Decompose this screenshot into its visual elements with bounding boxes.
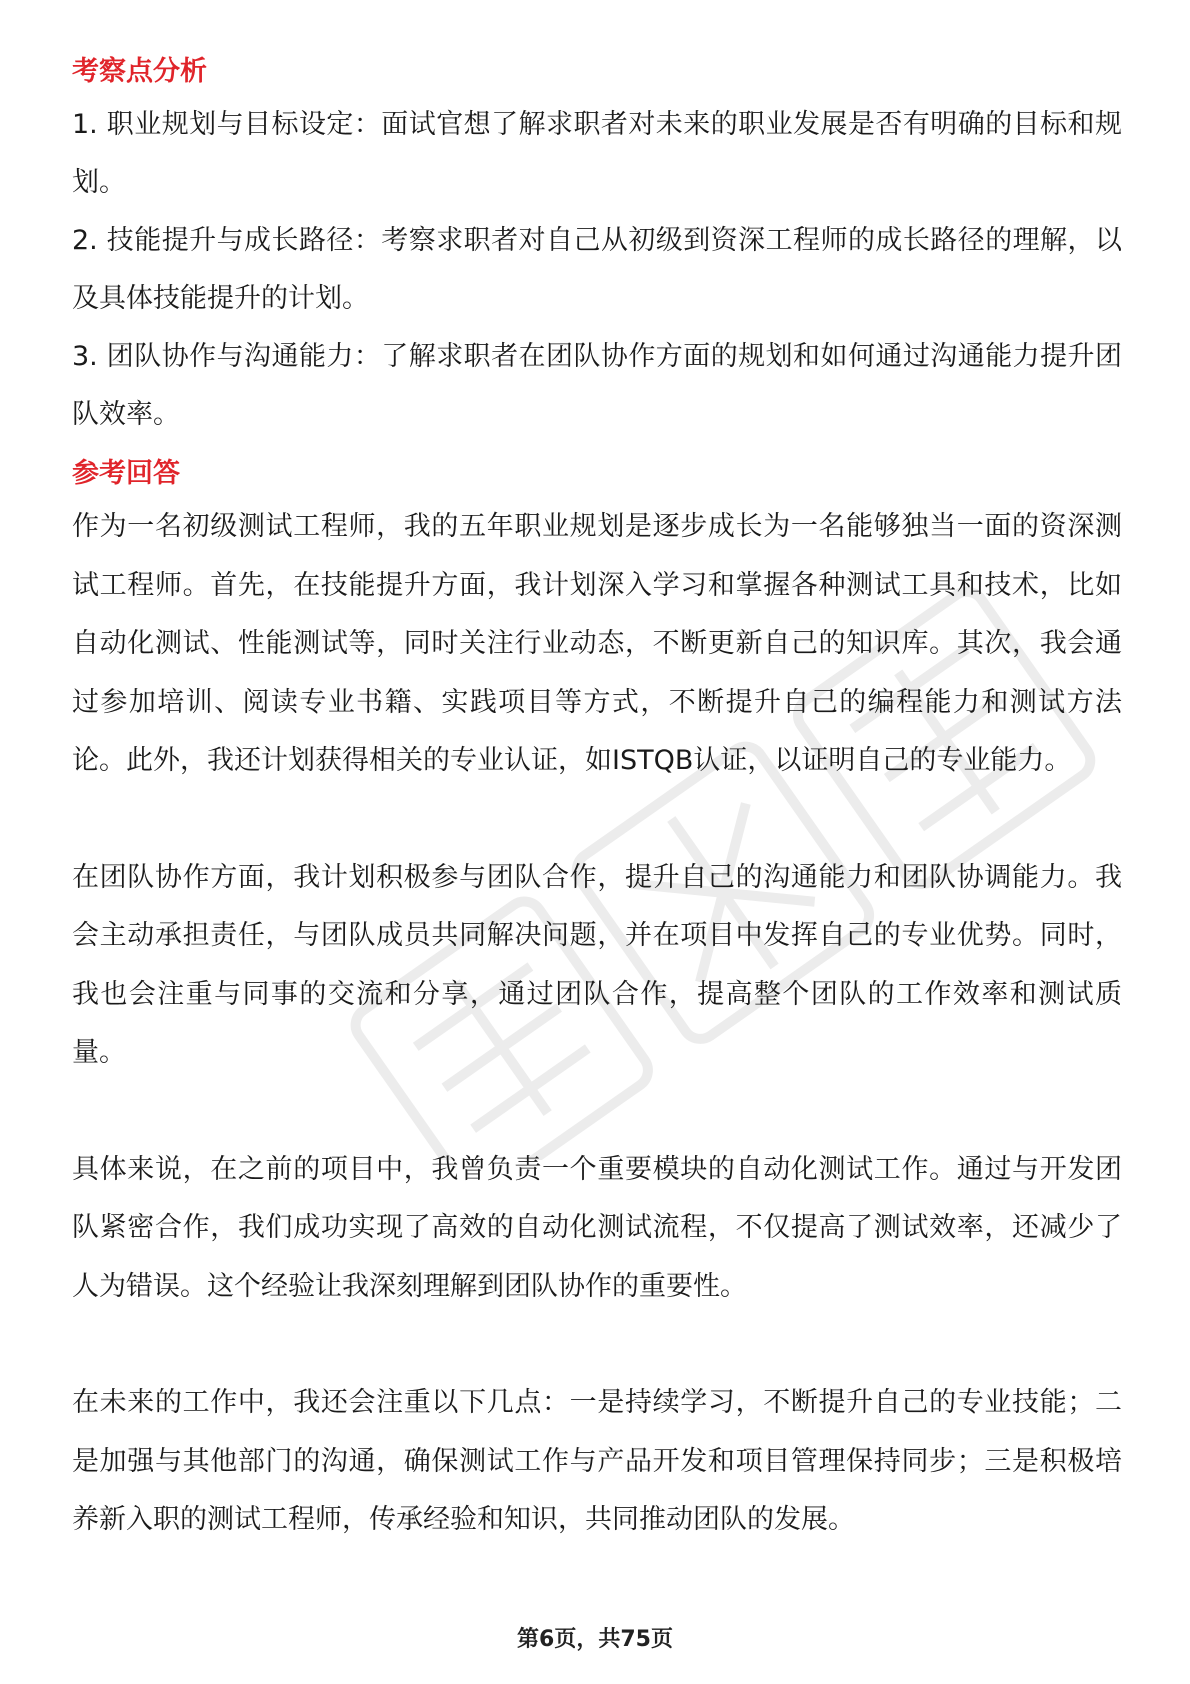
answer-paragraph-4: 在未来的工作中，我还会注重以下几点：一是持续学习，不断提升自己的专业技能；二是加强与其他部门的沟通，确保测试工作与产品开发和项目管理保持同步；三是积极培养新入职的测试工程师，传承经验和知识，共同推动团队的发展。 bbox=[72, 1387, 1122, 1535]
answer-paragraph-1: 作为一名初级测试工程师，我的五年职业规划是逐步成长为一名能够独当一面的资深测试工程师。首先，在技能提升方面，我计划深入学习和掌握各种测试工具和技术，比如自动化测试、性能测试等，同时关注行业动态，不断更新自己的知识库。其次，我会通过参加培训、阅读专业书籍、实践项目等方式，不断提升自己的编程能力和测试方法论。此外，我还计划获得相关的专业认证，如ISTQB认证，以证明自己的专业能力。 bbox=[72, 511, 1122, 776]
paragraph-spacer bbox=[72, 1083, 1122, 1141]
answer-paragraph-2: 在团队协作方面，我计划积极参与团队合作，提升自己的沟通能力和团队协调能力。我会主动承担责任，与团队成员共同解决问题，并在项目中发挥自己的专业优势。同时，我也会注重与同事的交流和分享，通过团队合作，提高整个团队的工作效率和测试质量。 bbox=[72, 861, 1122, 1068]
page-number: 第6页，共75页 bbox=[517, 1627, 673, 1652]
answer-paragraph-3: 具体来说，在之前的项目中，我曾负责一个重要模块的自动化测试工作。通过与开发团队紧密合作，我们成功实现了高效的自动化测试流程，不仅提高了测试效率，还减少了人为错误。这个经验让我深刻理解到团队协作的重要性。 bbox=[72, 1153, 1122, 1302]
analysis-heading: 考察点分析 bbox=[72, 56, 207, 87]
paragraph-spacer bbox=[72, 1316, 1122, 1374]
main-content bbox=[72, 48, 1122, 1550]
analysis-item-1: 1. 职业规划与目标设定：面试官想了解求职者对未来的职业发展是否有明确的目标和规划。 bbox=[72, 109, 1122, 198]
paragraph-spacer bbox=[72, 791, 1122, 849]
analysis-item-2: 2. 技能提升与成长路径：考察求职者对自己从初级到资深工程师的成长路径的理解，以及具体技能提升的计划。 bbox=[72, 225, 1122, 314]
answer-heading: 参考回答 bbox=[72, 458, 180, 489]
analysis-item-3: 3. 团队协作与沟通能力：了解求职者在团队协作方面的规划和如何通过沟通能力提升团队效率。 bbox=[72, 341, 1122, 430]
